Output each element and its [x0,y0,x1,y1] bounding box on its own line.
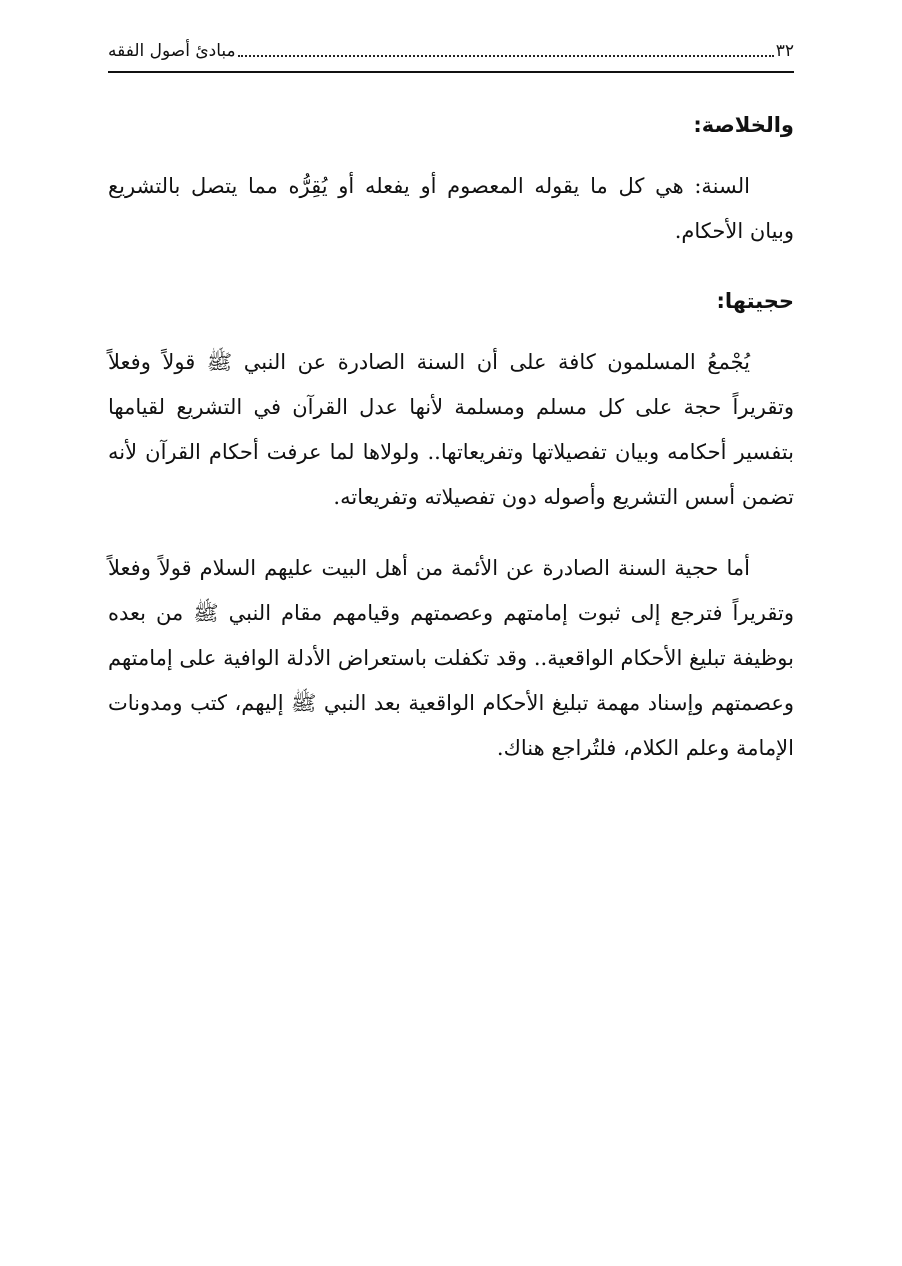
summary-heading: والخلاصة: [693,113,794,137]
page-body [108,104,794,797]
book-title: مبادئ أصول الفقه [108,41,236,61]
running-header [108,34,794,68]
authority-paragraph-2: أما حجية السنة الصادرة عن الأئمة من أهل البيت عليهم السلام قولاً وفعلاً وتقريراً فترجع إلى ثبوت إمامتهم وعصمتهم وقيامهم مقام النبي ﷺ من بعده بوظيفة تبليغ الأحكام الواقعية.. وقد تكفلت باستعراض الأدلة الوافية على إمامتهم وعصمتهم وإسناد مهمة تبليغ الأحكام الواقعية بعد النبي ﷺ إليهم، كتب ومدونات الإمامة وعلم الكلام، فلتُراجع هناك. [108,556,794,760]
page-number: ٣٢ [775,41,794,61]
header-rule [108,71,794,73]
authority-heading: حجيتها: [716,289,794,313]
authority-paragraph-1: يُجْمعُ المسلمون كافة على أن السنة الصادرة عن النبي ﷺ قولاً وفعلاً وتقريراً حجة على كل مسلم ومسلمة لأنها عدل القرآن في التشريع لقيامها بتفسير أحكامه وبيان تفصيلاتها وتفريعاتها.. ولولاها لما عرفت أحكام القرآن لأنه تضمن أسس التشريع وأصوله دون تفصيلاته وتفريعاته. [108,350,794,509]
leader-dots [238,55,774,57]
summary-paragraph: السنة: هي كل ما يقوله المعصوم أو يفعله أو يُقِرُّه مما يتصل بالتشريع وبيان الأحكام. [108,174,794,243]
